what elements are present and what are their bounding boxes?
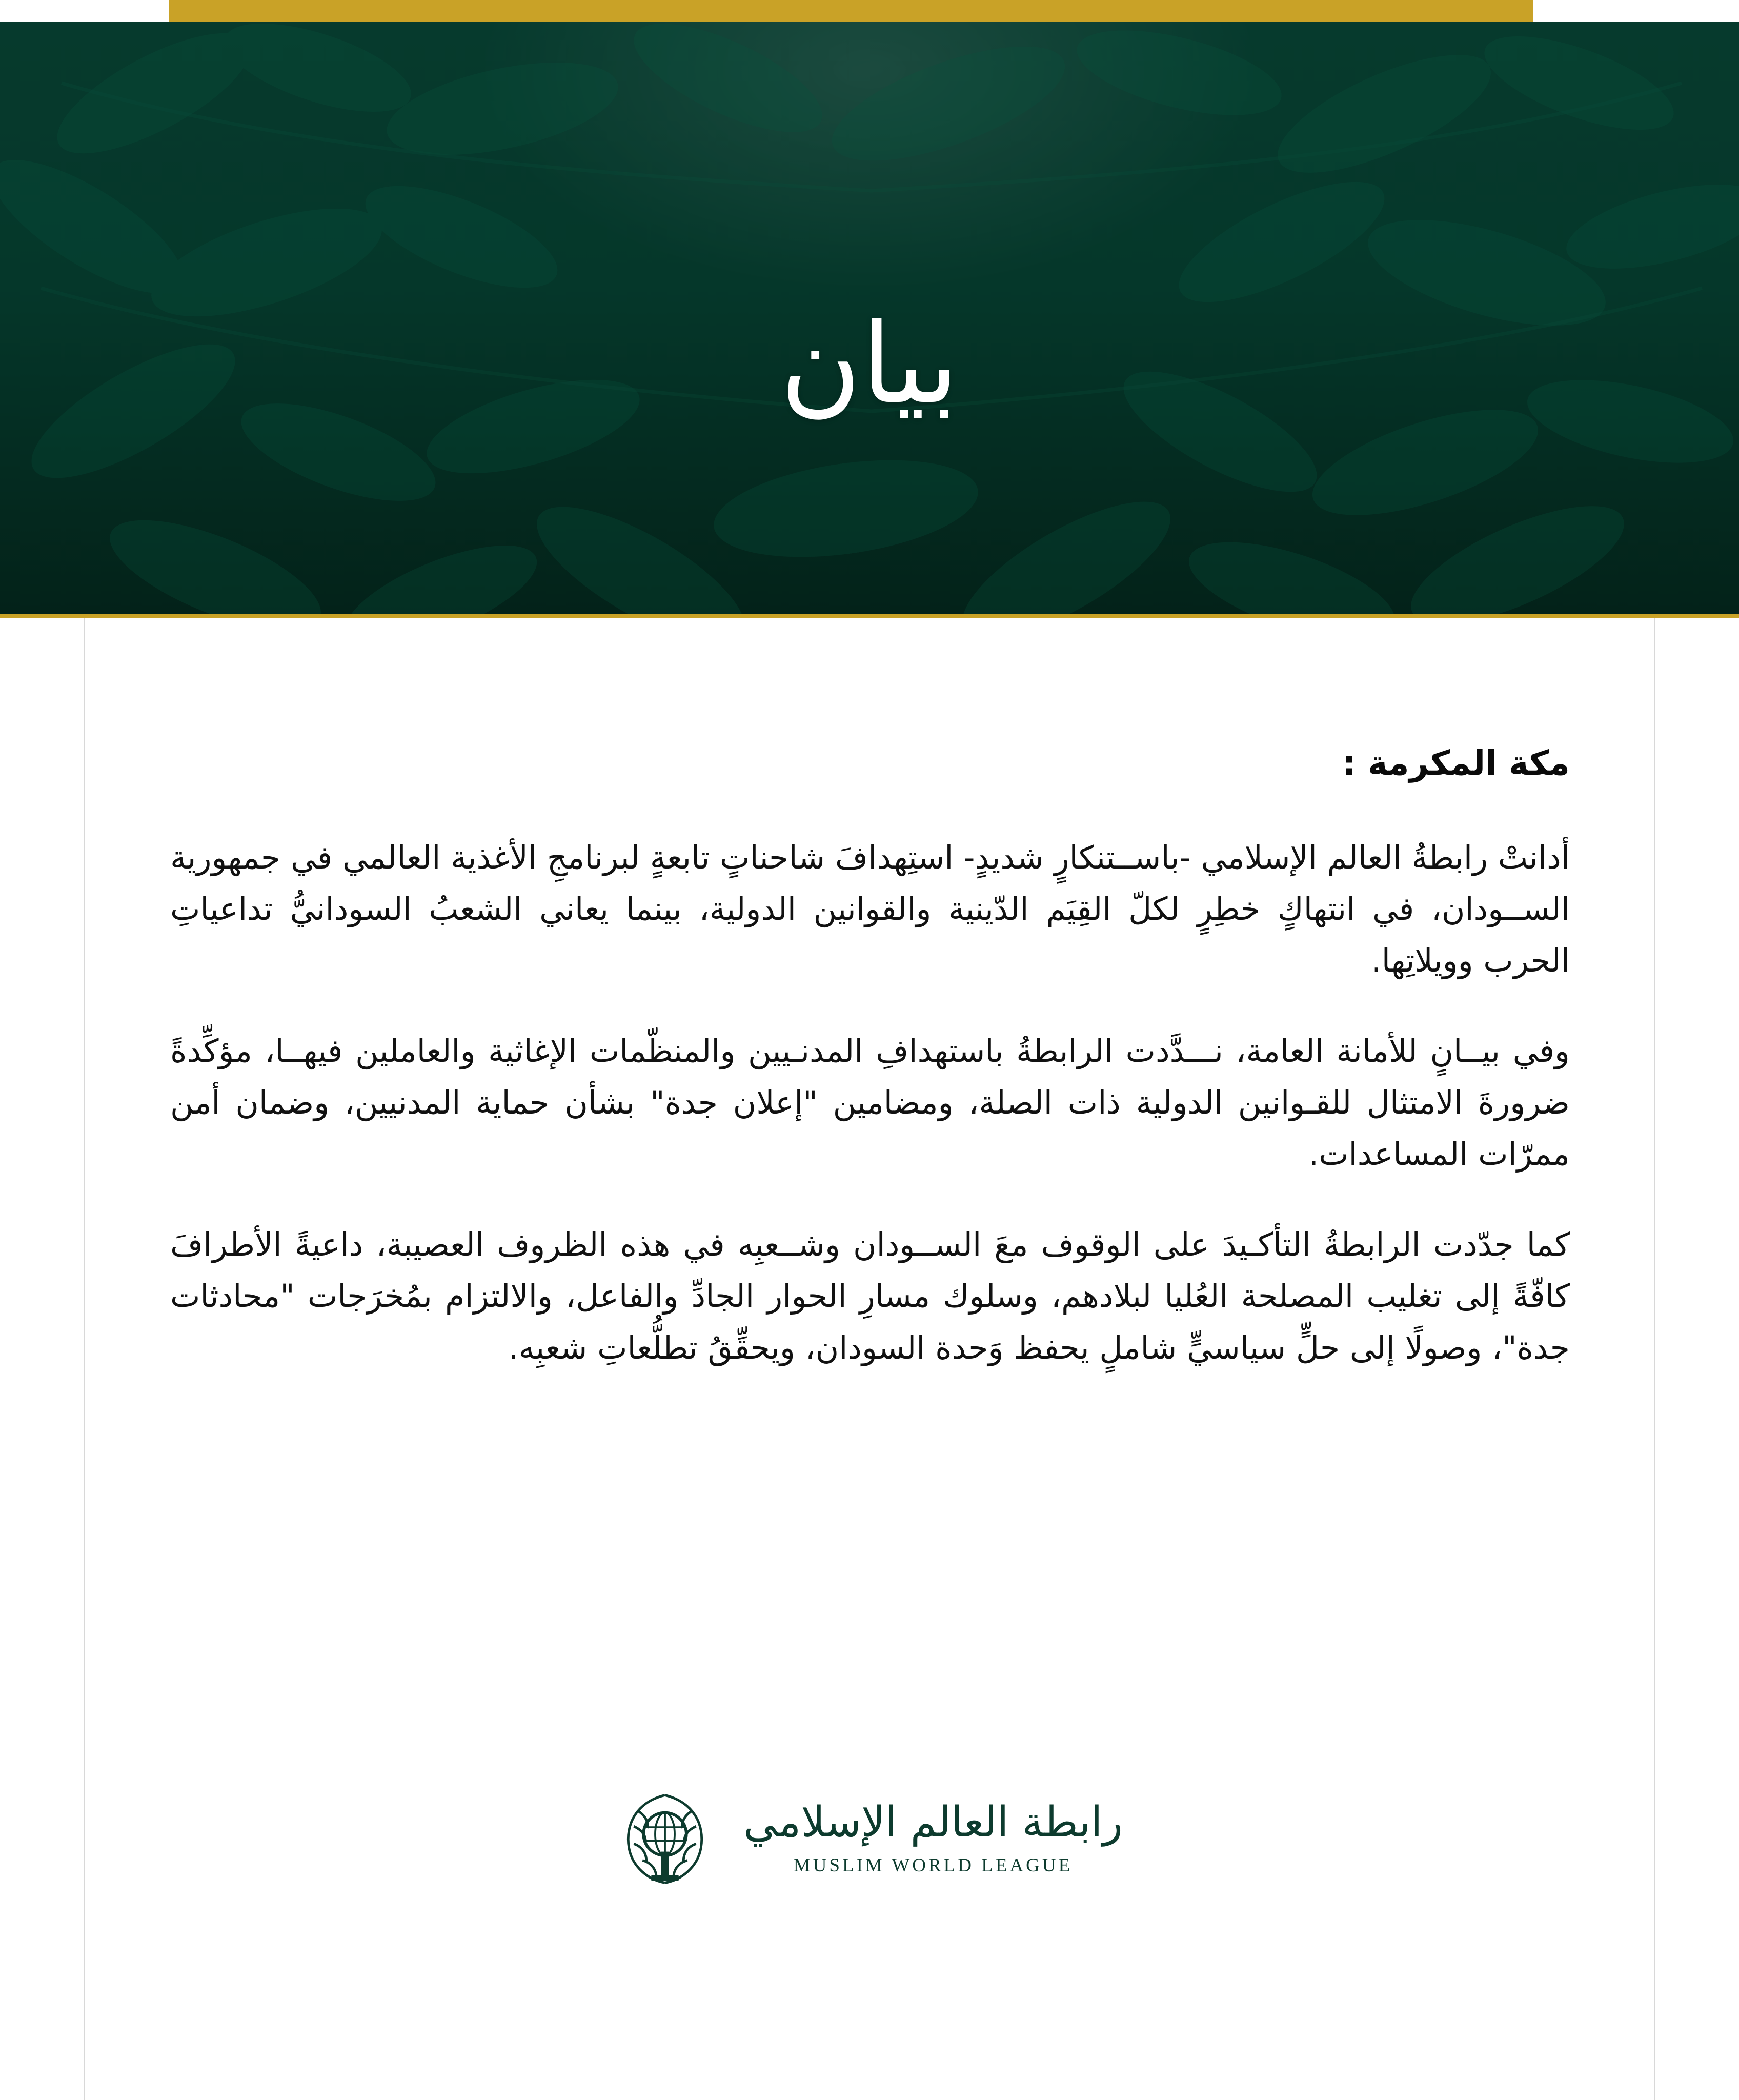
page-title: بيان [780, 299, 959, 428]
footer-logo [0, 1789, 1739, 1887]
statement-paragraph-3: كما جدّدت الرابطةُ التأكـيدَ على الوقوف معَ الســودان وشــعبِه في هذه الظروف العصيبة، داعيةً الأطرافَ كافّةً إلى تغليب المصلحة العُليا لبلادهم، وسلوك مسارِ الحوار الجادِّ والفاعل، والالتزام بمُخرَجات "محادثات جدة"، وصولًا إلى حلٍّ سياسيٍّ شاملٍ يحفظ وَحدة السودان، ويحقِّقُ تطلُّعاتِ شعبِه. [170, 1225, 1570, 1366]
globe-wreath-emblem-icon [616, 1789, 714, 1887]
header-gold-underline [0, 614, 1739, 618]
dateline: مكة المكرمة : [1342, 743, 1570, 783]
organization-name [743, 1800, 1123, 1876]
statement-content [170, 743, 1570, 1374]
statement-paragraph-2: وفي بيــانٍ للأمانة العامة، نـــدَّدت الرابطةُ باستهدافِ المدنـيين والمنظّمات الإغاثية والعاملين فيهــا، مؤكِّدةً ضرورةَ الامتثال للقـوانين الدولية ذات الصلة، ومضامين "إعلان جدة" بشأن حماية المدنيين، وضمان أمن ممرّات المساعدات. [170, 1032, 1570, 1173]
top-gold-bar [169, 0, 1533, 22]
statement-paragraph-1: أدانتْ رابطةُ العالم الإسلامي -باســتنكارٍ شديدٍ- استِهدافَ شاحناتٍ تابعةٍ لبرنامجِ الأغذية العالمي في جمهورية الســودان، في انتهاكٍ خطِرٍ لكلّ القِيَم الدّينية والقوانين الدولية، بينما يعاني الشعبُ السودانيُّ تداعياتِ الحرب وويلاتِها. [170, 839, 1570, 979]
document-header [0, 22, 1739, 614]
organization-name-arabic: رابطة العالم الإسلامي [743, 1798, 1123, 1847]
organization-name-latin: MUSLIM WORLD LEAGUE [793, 1854, 1073, 1876]
